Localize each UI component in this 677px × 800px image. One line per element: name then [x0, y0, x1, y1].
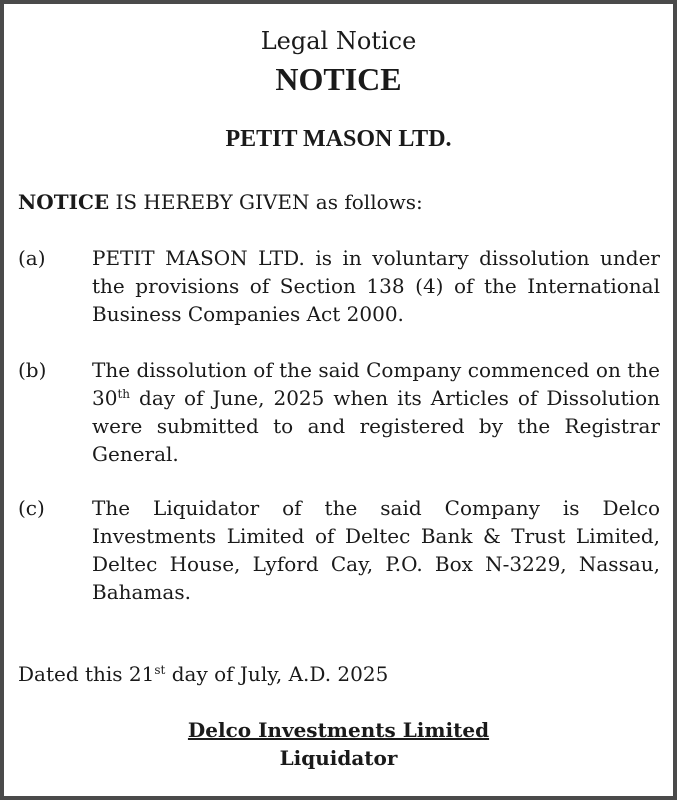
paragraph-a: [18, 244, 660, 328]
paragraph-b: [18, 356, 660, 468]
paragraph-b-sup: th: [117, 387, 131, 401]
legal-notice-label: Legal Notice: [260, 27, 417, 55]
dated-after: day of July, A.D. 2025: [165, 662, 389, 686]
paragraph-a-text: PETIT MASON LTD. is in voluntary dissolution under the provisions of Section 138 (4) of the International Business Companies Act 2000.: [92, 246, 660, 326]
company-name: PETIT MASON LTD.: [225, 126, 452, 152]
notice-title: NOTICE: [275, 61, 402, 97]
signatory-name: Delco Investments Limited: [187, 718, 490, 742]
paragraph-c-text: The Liquidator of the said Company is Delco Investments Limited of Deltec Bank & Trust Limited, Deltec House, Lyford Cay, P.O. Box N-3229, Nassau, Bahamas.: [92, 496, 660, 604]
paragraph-b-text-before: The dissolution of the said Company commenced on the 30: [92, 358, 660, 410]
paragraph-c: [18, 494, 660, 606]
paragraph-c-mark: (c): [18, 496, 45, 520]
dated-sup: st: [154, 663, 166, 677]
paragraph-b-text: [92, 356, 660, 468]
paragraph-a-mark: (a): [18, 246, 46, 270]
paragraph-b-text-after: day of June, 2025 when its Articles of Dissolution were submitted to and registered by the Registrar General.: [92, 386, 660, 466]
intro-rest: IS HEREBY GIVEN as follows:: [109, 190, 423, 214]
intro-bold: NOTICE: [18, 190, 110, 214]
paragraph-b-mark: (b): [18, 358, 47, 382]
intro-line: [18, 188, 423, 216]
signatory-role: Liquidator: [279, 746, 398, 770]
dated-line: [18, 660, 388, 688]
dated-before: Dated this 21: [18, 662, 155, 686]
